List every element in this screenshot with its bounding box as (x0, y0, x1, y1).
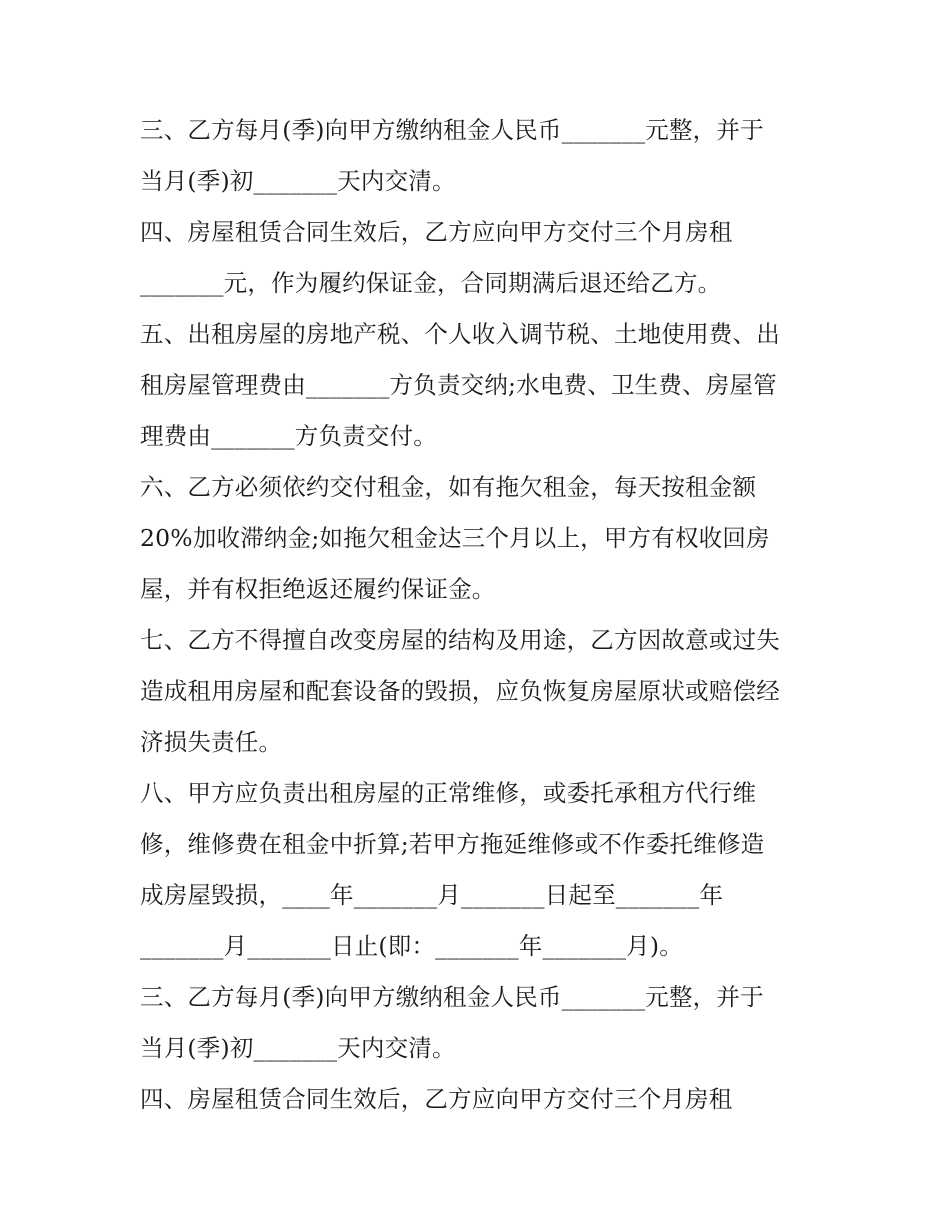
text-line: 租房屋管理费由_______方负责交纳;水电费、卫生费、房屋管 (140, 371, 777, 399)
text-line: 四、房屋租赁合同生效后，乙方应向甲方交付三个月房租 (140, 1085, 733, 1113)
text-line: 成房屋毁损，____年_______月_______日起至_______年 (140, 881, 724, 909)
text-line: 四、房屋租赁合同生效后，乙方应向甲方交付三个月房租 (140, 218, 733, 246)
text-line: 造成租用房屋和配套设备的毁损，应负恢复房屋原状或赔偿经 (140, 677, 780, 705)
text-line: 八、甲方应负责出租房屋的正常维修，或委托承租方代行维 (140, 779, 757, 807)
text-line: 当月(季)初_______天内交清。 (140, 167, 456, 195)
text-line: 六、乙方必须依约交付租金，如有拖欠租金，每天按租金额 (140, 473, 757, 501)
text-line: 当月(季)初_______天内交清。 (140, 1034, 456, 1062)
text-line: _______月_______日止(即：_______年_______月)。 (140, 932, 683, 960)
text-line: 七、乙方不得擅自改变房屋的结构及用途，乙方因故意或过失 (140, 626, 780, 654)
text-line: 20%加收滞纳金;如拖欠租金达三个月以上，甲方有权收回房 (140, 524, 770, 552)
text-line: 理费由_______方负责交付。 (140, 422, 437, 450)
text-line: 三、乙方每月(季)向甲方缴纳租金人民币_______元整，并于 (140, 983, 764, 1011)
text-line: 三、乙方每月(季)向甲方缴纳租金人民币_______元整，并于 (140, 116, 764, 144)
text-line: _______元，作为履约保证金，合同期满后退还给乙方。 (140, 269, 722, 297)
text-line: 五、出租房屋的房地产税、个人收入调节税、土地使用费、出 (140, 320, 780, 348)
text-line: 修，维修费在租金中折算;若甲方拖延维修或不作委托维修造 (140, 830, 765, 858)
text-line: 屋，并有权拒绝返还履约保证金。 (140, 575, 496, 603)
text-line: 济损失责任。 (140, 728, 283, 756)
